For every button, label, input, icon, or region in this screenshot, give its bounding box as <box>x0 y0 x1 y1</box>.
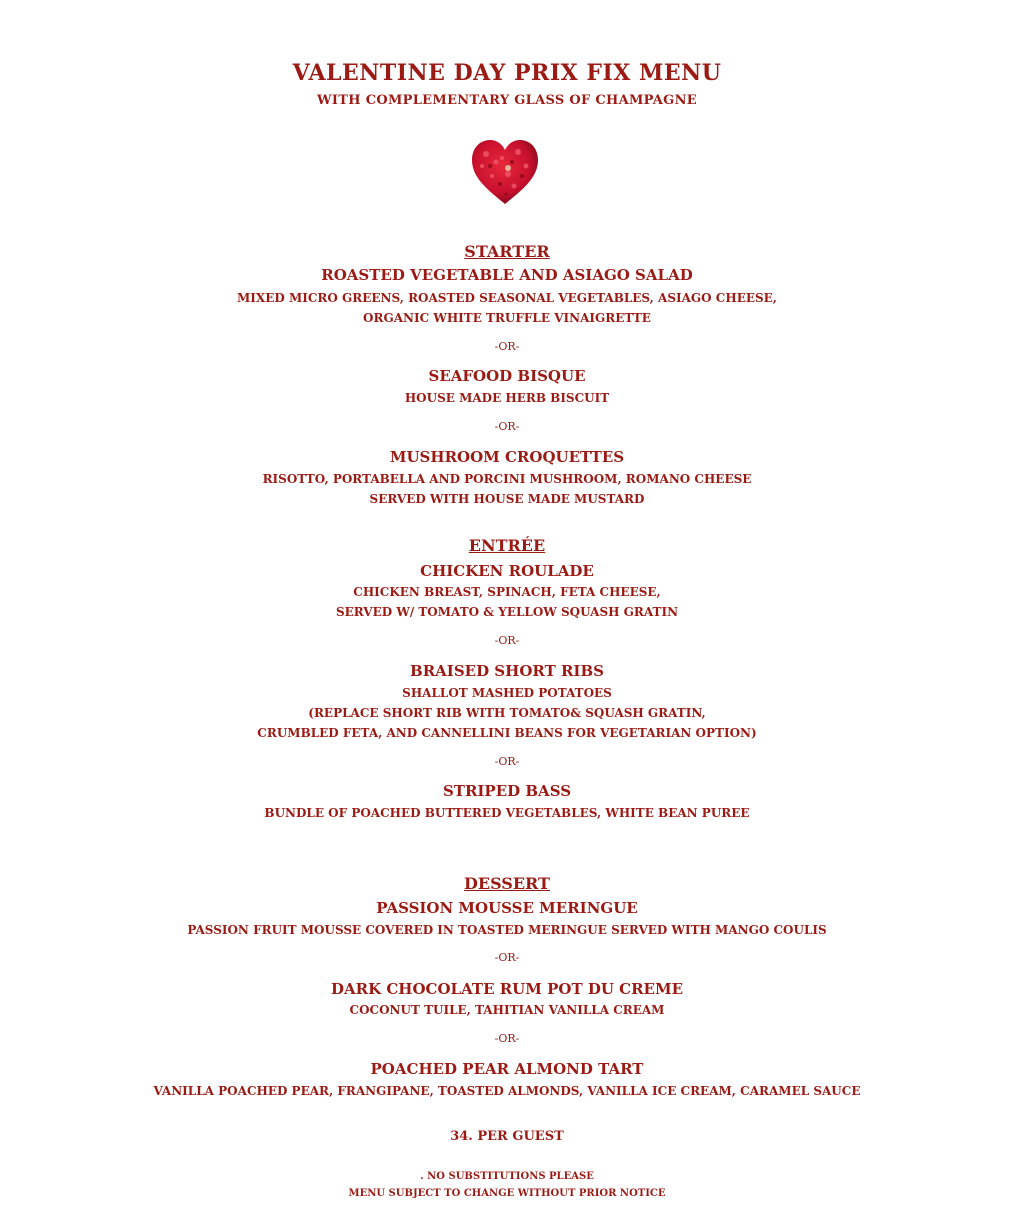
rose-petal-heart-image <box>468 136 542 208</box>
dish-name: SEAFOOD BISQUE <box>428 367 586 385</box>
dish-description: SERVED WITH HOUSE MADE MUSTARD <box>369 492 645 506</box>
dish-name: ROASTED VEGETABLE AND ASIAGO SALAD <box>321 266 693 284</box>
dish-description: BUNDLE OF POACHED BUTTERED VEGETABLES, WHITE BEAN PUREE <box>264 806 750 820</box>
or-separator: -OR- <box>494 1032 520 1045</box>
or-separator: -OR- <box>494 340 520 353</box>
dish-name: MUSHROOM CROQUETTES <box>389 448 625 466</box>
or-separator: -OR- <box>494 755 520 768</box>
dish-description: PASSION FRUIT MOUSSE COVERED IN TOASTED MERINGUE SERVED WITH MANGO COULIS <box>187 923 827 937</box>
dish-description: COCONUT TUILE, TAHITIAN VANILLA CREAM <box>349 1003 665 1017</box>
price-per-guest: 34. PER GUEST <box>450 1129 564 1144</box>
dish-name: CHICKEN ROULADE <box>420 562 594 580</box>
footer-note: MENU SUBJECT TO CHANGE WITHOUT PRIOR NOTICE <box>348 1188 666 1199</box>
footer-note: . NO SUBSTITUTIONS PLEASE <box>420 1171 594 1182</box>
dish-name: PASSION MOUSSE MERINGUE <box>376 899 638 917</box>
dish-description: CHICKEN BREAST, SPINACH, FETA CHEESE, <box>353 585 661 599</box>
section-heading-dessert: DESSERT <box>464 874 550 893</box>
dish-description: VANILLA POACHED PEAR, FRANGIPANE, TOASTED ALMONDS, VANILLA ICE CREAM, CARAMEL SAUCE <box>153 1084 861 1098</box>
dish-description: RISOTTO, PORTABELLA AND PORCINI MUSHROOM, ROMANO CHEESE <box>262 472 752 486</box>
dish-description: CRUMBLED FETA, AND CANNELLINI BEANS FOR VEGETARIAN OPTION) <box>257 726 757 740</box>
dish-description: SERVED W/ TOMATO & YELLOW SQUASH GRATIN <box>335 605 679 619</box>
dish-name: STRIPED BASS <box>442 782 572 800</box>
dish-description: MIXED MICRO GREENS, ROASTED SEASONAL VEGETABLES, ASIAGO CHEESE, <box>237 291 777 305</box>
dish-name: DARK CHOCOLATE RUM POT DU CREME <box>330 980 684 998</box>
section-heading-entree: ENTRÉE <box>468 536 546 555</box>
dish-description: HOUSE MADE HERB BISCUIT <box>404 391 610 405</box>
or-separator: -OR- <box>494 420 520 433</box>
menu-title: VALENTINE DAY PRIX FIX MENU <box>292 60 722 86</box>
section-heading-starter: STARTER <box>464 242 550 261</box>
dish-description: SHALLOT MASHED POTATOES <box>402 686 612 700</box>
dish-name: BRAISED SHORT RIBS <box>410 662 604 680</box>
or-separator: -OR- <box>494 634 520 647</box>
menu-subtitle: WITH COMPLEMENTARY GLASS OF CHAMPAGNE <box>317 93 697 108</box>
dish-description: ORGANIC WHITE TRUFFLE VINAIGRETTE <box>363 311 651 325</box>
dish-description: (REPLACE SHORT RIB WITH TOMATO& SQUASH GRATIN, <box>308 706 706 720</box>
dish-name: POACHED PEAR ALMOND TART <box>370 1060 644 1078</box>
or-separator: -OR- <box>494 951 520 964</box>
